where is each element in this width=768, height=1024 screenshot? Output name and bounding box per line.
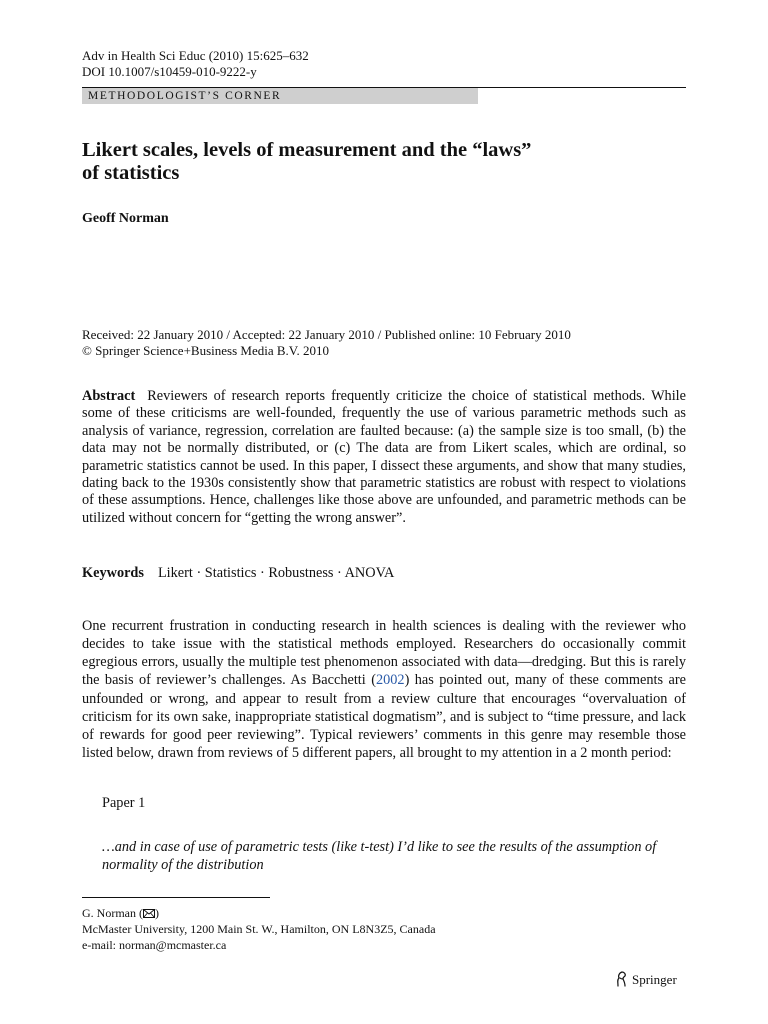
footnote-name-line [82,905,436,921]
springer-horse-icon [614,971,628,987]
footnote-rule [82,897,270,898]
section-label: METHODOLOGIST’S CORNER [88,90,282,102]
intro-text-part-2: ) has pointed out, many of these comments are unfounded or wrong, and appear to result from a review culture that encourages “overvaluation of criticism for its own sake, inappropriate statistical dogmatism”, and is subject to “time pressure, and lack of rewards for good peer reviewing”. Typical reviewers’ comments in this genre may resemble those listed below, drawn from reviews of 5 different papers, all brought to my attention in a 2 month period: [82,672,686,762]
abstract-text: Reviewers of research reports frequently criticize the choice of statistical methods. While some of these criticisms are well-founded, frequently the use of various parametric methods such as analysis of variance, regression, correlation are faulted because: (a) the sample size is too small, (b) the data may not be normally distributed, or (c) The data are from Likert scales, which are ordinal, so parametric statistics cannot be used. In this paper, I dissect these arguments, and show that many studies, dating back to the 1930s consistently show that parametric statistics are robust with respect to violations of these assumptions. Hence, challenges like those above are unfounded, and parametric methods can be utilized without concern for “getting the wrong answer”. [82,388,686,526]
abstract-label: Abstract [82,388,136,404]
article-title [82,139,642,185]
doi: DOI 10.1007/s10459-010-9222-y [82,64,257,79]
citation-link-bacchetti[interactable]: 2002 [375,672,405,689]
journal-citation: Adv in Health Sci Educ (2010) 15:625–632 [82,48,309,63]
abstract [82,388,686,527]
reviewer-quote: …and in case of use of parametric tests (like t-test) I’d like to see the results of the assumption of normality of the distribution [102,839,657,873]
title-line-1: Likert scales, levels of measurement and the “laws” [82,139,532,161]
author-name: Geoff Norman [82,211,169,226]
section-banner [82,88,478,104]
journal-info [82,48,309,80]
footnote-address: McMaster University, 1200 Main St. W., Hamilton, ON L8N3Z5, Canada [82,922,436,936]
publisher-logo [614,971,677,989]
intro-text-part-1: One recurrent frustration in conducting research in health sciences is dealing with the reviewer who decides to take issue with the statistical methods employed. Researchers do occasionally commit egregious errors, usually the multiple test phenomenon associated with data—dredging. But this is rarely the basis of reviewer’s challenges. As Bacchetti ( [82,618,686,689]
publication-info [82,327,571,359]
title-line-2: of statistics [82,162,180,184]
keywords-text: Likert · Statistics · Robustness · ANOVA [157,565,395,581]
footnote-email[interactable]: e-mail: norman@mcmaster.ca [82,938,227,952]
author-footnote [82,905,436,953]
publisher-name: Springer [632,972,677,987]
copyright-line: © Springer Science+Business Media B.V. 2010 [82,343,329,358]
paper-label: Paper 1 [102,795,146,811]
publication-dates: Received: 22 January 2010 / Accepted: 22 January 2010 / Published online: 10 February 2010 [82,327,571,342]
envelope-icon[interactable] [143,906,155,915]
keywords-label: Keywords [82,565,144,581]
footnote-name: G. Norman ( [82,906,143,920]
intro-paragraph [82,617,686,762]
keywords [82,564,394,582]
footnote-name-suffix: ) [154,906,159,920]
